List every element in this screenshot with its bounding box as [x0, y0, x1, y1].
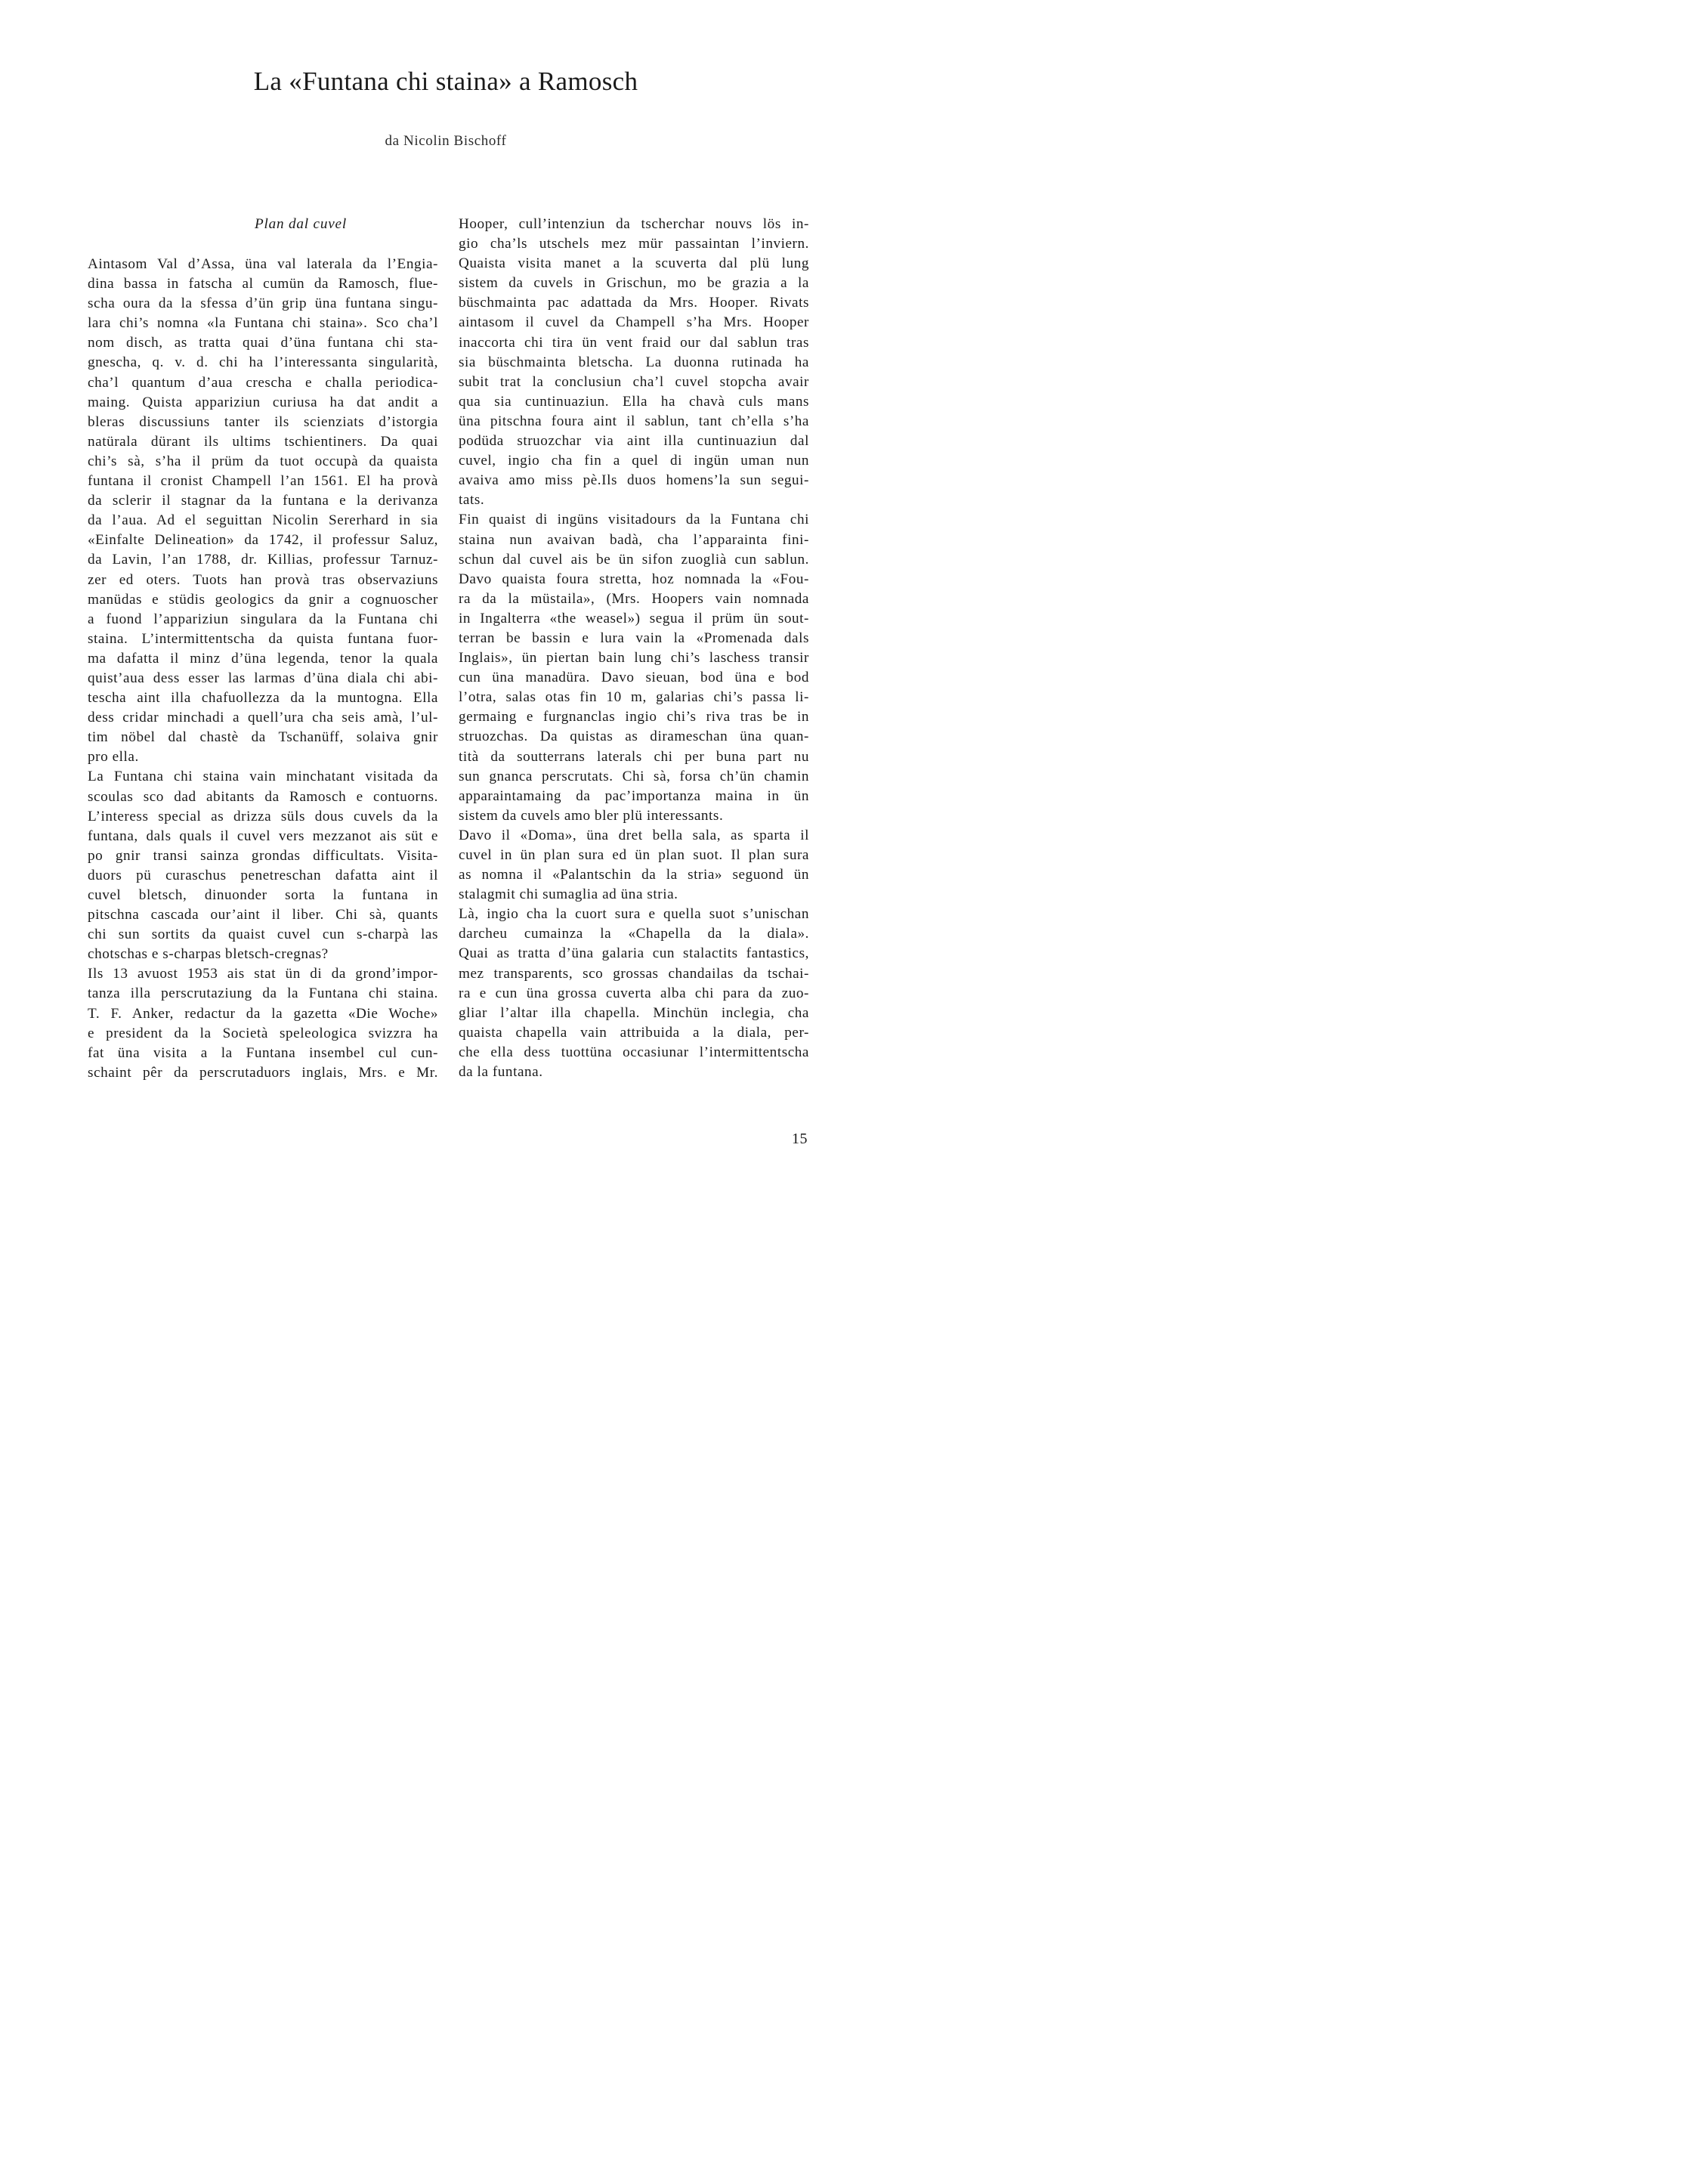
document-page — [0, 0, 928, 1185]
text-line: dess cridar minchadi a quell’ura cha seis amà, l’ul- — [88, 710, 438, 726]
text-line: da l’aua. Ad el seguittan Nicolin Sererhard in sia — [88, 512, 438, 529]
text-line: quist’aua dess esser las larmas d’üna diala chi abi- — [88, 670, 438, 686]
right-column-body — [459, 215, 809, 1082]
text-line: T. F. Anker, redactur da la gazetta «Die Woche» — [88, 1005, 438, 1022]
text-line: sia büschmainta bletscha. La duonna rutinada ha — [459, 354, 809, 370]
text-line: La Funtana chi staina vain minchatant visitada da — [88, 769, 438, 785]
page-number: 15 — [792, 1131, 808, 1147]
text-line: e president da la Società speleologica svizzra ha — [88, 1025, 438, 1041]
text-line: manüdas e stüdis geologics da gnir a cognuoscher — [88, 591, 438, 608]
text-line: terran be bassin e lura vain la «Promenada dals — [459, 630, 809, 646]
text-line: aintasom il cuvel da Champell s’ha Mrs. Hooper — [459, 314, 809, 331]
text-line: Là, ingio cha la cuort sura e quella suot s’unischan — [459, 906, 809, 923]
text-line: mez transparents, sco grossas chandailas da tschai- — [459, 965, 809, 982]
text-line: tescha aint illa chafuollezza da la muntogna. Ella — [88, 690, 438, 707]
text-line: chi sun sortits da quaist cuvel cun s-charpà las — [88, 926, 438, 943]
text-line: chi’s sà, s’ha il prüm da tuot occupà da quaista — [88, 453, 438, 469]
text-line: scha oura da la sfessa d’ün grip üna funtana singu- — [88, 295, 438, 312]
text-line: zer ed oters. Tuots han provà tras observaziuns — [88, 571, 438, 588]
text-line: «Einfalte Delineation» da 1742, il professur Saluz, — [88, 532, 438, 549]
text-line: büschmainta pac adattada da Mrs. Hooper. Rivats — [459, 295, 809, 311]
right-text-column — [459, 215, 809, 1082]
text-line: sun gnanca perscrutats. Chi sà, forsa ch’ün chamin — [459, 768, 809, 784]
text-line: podüda struozchar via aint illa cuntinuaziun dal — [459, 433, 809, 450]
text-line: in Ingalterra «the weasel») segua il prüm ün sout- — [459, 610, 809, 626]
text-line: po gnir transi sainza grondas difficultats. Visita- — [88, 847, 438, 864]
text-line: chotschas e s-charpas bletsch-cregnas? — [88, 946, 329, 963]
text-line: Inglais», ün piertan bain lung chi’s laschess transir — [459, 650, 809, 667]
text-line: staina. L’intermittentscha da quista funtana fuor- — [88, 630, 438, 647]
text-line: funtana, dals quals il cuvel vers mezzanot ais süt e — [88, 828, 438, 844]
text-line: Ils 13 avuost 1953 ais stat ün di da grond’impor- — [88, 966, 438, 982]
text-line: as nomna il «Palantschin da la stria» seguond ün — [459, 867, 809, 883]
text-line: che ella dess tuottüna occasiunar l’intermittentscha — [459, 1044, 809, 1060]
text-line: dina bassa in fatscha al cumün da Ramosch, flue- — [88, 276, 438, 292]
text-line: a fuond l’appariziun singulara da la Funtana chi — [88, 611, 438, 627]
text-line: L’interess special as drizza süls dous cuvels da la — [88, 808, 438, 824]
text-line: tats. — [459, 492, 485, 509]
left-text-column — [88, 215, 438, 1083]
text-line: schun dal cuvel ais be ün sifon zuoglià cun sablun. — [459, 551, 809, 568]
section-heading: Plan dal cuvel — [254, 216, 348, 232]
text-line: bleras discussiuns tanter ils scienziats d’istorgia — [88, 413, 438, 430]
text-line: fat üna visita a la Funtana insembel cul cun- — [88, 1044, 438, 1061]
article-title: La «Funtana chi staina» a Ramosch — [253, 67, 638, 96]
text-line: inaccorta chi tira ün vent fraid our dal sablun tras — [459, 334, 809, 351]
text-line: cuvel bletsch, dinuonder sorta la funtana in — [88, 887, 438, 903]
text-line: lara chi’s nomna «la Funtana chi staina». Sco cha’l — [88, 315, 438, 332]
text-line: nom disch, as tratta quai d’üna funtana chi sta- — [88, 335, 438, 351]
text-line: Hooper, cull’intenziun da tscherchar nouvs lös in- — [459, 216, 809, 232]
text-line: tità da soutterrans laterals chi per buna part nu — [459, 748, 809, 765]
left-column-body — [88, 255, 438, 1083]
text-line: germaing e furgnanclas ingio chi’s riva tras be in — [459, 709, 809, 725]
text-line: quaista chapella vain attribuida a la diala, per- — [459, 1024, 809, 1041]
text-line: ra da la müstaila», (Mrs. Hoopers vain nomnada — [459, 590, 809, 607]
text-line: cuvel, ingio cha fin a quel di ingün uman nun — [459, 453, 809, 469]
text-line: Fin quaist di ingüns visitadours da la Funtana chi — [459, 512, 809, 528]
text-line: duors pü curaschus penetreschan dafatta aint il — [88, 867, 438, 883]
text-line: üna pitschna foura aint il sablun, tant ch’ella s’ha — [459, 413, 809, 429]
text-line: stalagmit chi sumaglia ad üna stria. — [459, 886, 678, 903]
text-line: cha’l quantum d’aua crescha e challa periodica- — [88, 374, 438, 391]
text-line: darcheu cumainza la «Chapella da la diala». — [459, 926, 809, 942]
text-line: Davo il «Doma», üna dret bella sala, as sparta il — [459, 827, 809, 843]
text-line: avaiva amo miss pè.Ils duos homens’la sun segui- — [459, 472, 809, 489]
text-line: da la funtana. — [459, 1064, 543, 1081]
text-line: sistem da cuvels in Grischun, mo be grazia a la — [459, 275, 809, 292]
text-line: tim nöbel dal chastè da Tschanüff, solaiva gnir — [88, 729, 438, 746]
text-line: ra e cun üna grossa cuverta alba chi para da zuo- — [459, 985, 809, 1001]
text-line: pitschna cascada our’aint il liber. Chi sà, quants — [88, 907, 438, 923]
text-line: qua sia cuntinuaziun. Ella ha chavà culs mans — [459, 393, 809, 410]
text-line: schaint pêr da perscrutaduors inglais, Mrs. e Mr. — [88, 1064, 438, 1081]
text-line: subit trat la conclusiun cha’l cuvel stopcha avair — [459, 373, 809, 390]
text-line: cuvel in ün plan sura ed ün plan suot. Il plan sura — [459, 847, 809, 863]
text-line: apparaintamaing da pac’importanza maina in ün — [459, 787, 809, 804]
text-line: staina nun avaivan badà, cha l’apparainta fini- — [459, 531, 809, 548]
text-line: struozchas. Da quistas as dirameschan üna quan- — [459, 729, 809, 745]
text-line: cun üna manadüra. Davo sieuan, bod üna e bod — [459, 670, 809, 686]
text-line: Davo quaista foura stretta, hoz nomnada la «Fou- — [459, 571, 809, 587]
text-line: Quaista visita manet a la scuverta dal plü lung — [459, 255, 809, 272]
text-line: sistem da cuvels amo bler plü interessants. — [459, 807, 724, 824]
text-line: ma dafatta il minz d’üna legenda, tenor la quala — [88, 650, 438, 667]
text-line: gio cha’ls utschels mez mür passaintan l’inviern. — [459, 236, 809, 252]
text-line: da Lavin, l’an 1788, dr. Killias, professur Tarnuz- — [88, 552, 438, 568]
text-line: Aintasom Val d’Assa, üna val laterala da l’Engia- — [88, 256, 438, 272]
text-line: natürala dürant ils ultims tschientiners. Da quai — [88, 433, 438, 450]
text-line: pro ella. — [88, 749, 139, 766]
article-byline: da Nicolin Bischoff — [385, 133, 507, 149]
text-line: l’otra, salas otas fin 10 m, galarias chi’s passa li- — [459, 689, 809, 706]
text-line: tanza illa perscrutaziung da la Funtana chi staina. — [88, 985, 438, 1002]
text-line: funtana il cronist Champell l’an 1561. El ha provà — [88, 473, 438, 490]
text-line: scoulas sco dad abitants da Ramosch e contuorns. — [88, 788, 438, 805]
text-line: Quai as tratta d’üna galaria cun stalactits fantastics, — [459, 945, 809, 962]
text-line: maing. Quista appariziun curiusa ha dat andit a — [88, 394, 438, 410]
text-line: gliar l’altar illa chapella. Minchün inclegia, cha — [459, 1004, 809, 1021]
text-line: gnescha, q. v. d. chi ha l’interessanta singularità, — [88, 354, 438, 371]
text-line: da sclerir il stagnar da la funtana e la derivanza — [88, 493, 438, 509]
